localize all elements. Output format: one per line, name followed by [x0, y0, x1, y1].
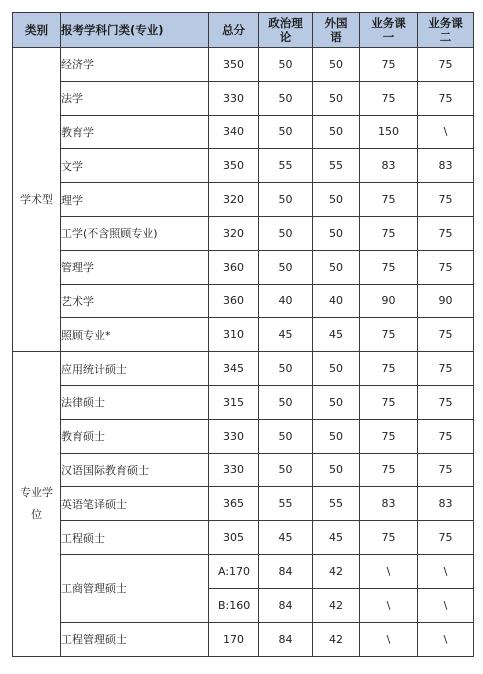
- table-row: [13, 183, 474, 217]
- politics-cell: 50: [259, 250, 313, 284]
- course2-cell: 83: [418, 149, 474, 183]
- header-course2-line1: 业务课: [428, 16, 463, 30]
- total-cell: 360: [209, 250, 259, 284]
- table-row: [13, 352, 474, 386]
- course1-cell: 90: [360, 284, 418, 318]
- foreign-cell: 50: [313, 183, 360, 217]
- course2-cell: 75: [418, 250, 474, 284]
- foreign-cell: 42: [313, 588, 360, 622]
- total-cell: 340: [209, 115, 259, 149]
- total-cell: 350: [209, 149, 259, 183]
- foreign-cell: 42: [313, 554, 360, 588]
- course2-cell: \: [418, 622, 474, 656]
- course1-cell: 75: [360, 216, 418, 250]
- politics-cell: 50: [259, 81, 313, 115]
- table-row: [13, 216, 474, 250]
- course1-cell: \: [360, 622, 418, 656]
- total-cell: 330: [209, 419, 259, 453]
- header-course1-line1: 业务课: [371, 16, 406, 30]
- foreign-cell: 50: [313, 453, 360, 487]
- total-cell: 315: [209, 385, 259, 419]
- table-row: [13, 250, 474, 284]
- group-professional-line1: 专业学: [20, 486, 53, 500]
- course1-cell: 75: [360, 352, 418, 386]
- subject-cell: 教育学: [61, 115, 209, 149]
- foreign-cell: 50: [313, 250, 360, 284]
- politics-cell: 55: [259, 487, 313, 521]
- politics-cell: 50: [259, 216, 313, 250]
- header-politics-line1: 政治理: [268, 16, 303, 30]
- total-cell-a: A:170: [209, 554, 259, 588]
- foreign-cell: 55: [313, 149, 360, 183]
- header-course1: [360, 13, 418, 48]
- politics-cell: 45: [259, 318, 313, 352]
- politics-cell: 55: [259, 149, 313, 183]
- table-row: [13, 115, 474, 149]
- course2-cell: \: [418, 554, 474, 588]
- table-row: [13, 149, 474, 183]
- foreign-cell: 50: [313, 385, 360, 419]
- politics-cell: 50: [259, 419, 313, 453]
- course2-cell: 75: [418, 81, 474, 115]
- course1-cell: 75: [360, 385, 418, 419]
- course1-cell: 75: [360, 48, 418, 82]
- table-row: [13, 419, 474, 453]
- course1-cell: 75: [360, 250, 418, 284]
- total-cell: 320: [209, 216, 259, 250]
- subject-cell-mba: 工商管理硕士: [61, 554, 209, 622]
- header-politics: [259, 13, 313, 48]
- politics-cell: 50: [259, 352, 313, 386]
- total-cell: 330: [209, 81, 259, 115]
- politics-cell: 84: [259, 622, 313, 656]
- subject-cell: 法律硕士: [61, 385, 209, 419]
- table-row: [13, 521, 474, 555]
- politics-cell: 45: [259, 521, 313, 555]
- course1-cell: 75: [360, 419, 418, 453]
- header-politics-line2: 论: [279, 30, 292, 44]
- table-row: [13, 48, 474, 82]
- course1-cell: 75: [360, 318, 418, 352]
- subject-cell: 教育硕士: [61, 419, 209, 453]
- course2-cell: 83: [418, 487, 474, 521]
- course2-cell: 75: [418, 521, 474, 555]
- subject-cell: 应用统计硕士: [61, 352, 209, 386]
- course2-cell: 75: [418, 183, 474, 217]
- politics-cell: 50: [259, 453, 313, 487]
- course1-cell: 75: [360, 453, 418, 487]
- header-course2-line2: 二: [439, 30, 452, 44]
- table-row: [13, 453, 474, 487]
- course1-cell: 75: [360, 521, 418, 555]
- course1-cell: 83: [360, 149, 418, 183]
- course1-cell: \: [360, 588, 418, 622]
- foreign-cell: 50: [313, 216, 360, 250]
- subject-cell: 经济学: [61, 48, 209, 82]
- group-academic: 学术型: [13, 48, 61, 352]
- table-row: [13, 487, 474, 521]
- subject-cell: 管理学: [61, 250, 209, 284]
- course1-cell: 75: [360, 183, 418, 217]
- course1-cell: 83: [360, 487, 418, 521]
- subject-cell: 工程管理硕士: [61, 622, 209, 656]
- course1-cell: \: [360, 554, 418, 588]
- subject-cell: 英语笔译硕士: [61, 487, 209, 521]
- total-cell: 170: [209, 622, 259, 656]
- header-course1-line2: 一: [382, 30, 395, 44]
- subject-cell: 文学: [61, 149, 209, 183]
- table-row: [13, 284, 474, 318]
- table-row: [13, 622, 474, 656]
- header-total: 总分: [209, 13, 259, 48]
- course2-cell: 75: [418, 48, 474, 82]
- header-foreign: [313, 13, 360, 48]
- total-cell: 310: [209, 318, 259, 352]
- foreign-cell: 45: [313, 318, 360, 352]
- course2-cell: \: [418, 588, 474, 622]
- subject-cell: 工学(不含照顾专业): [61, 216, 209, 250]
- politics-cell: 50: [259, 183, 313, 217]
- total-cell: 330: [209, 453, 259, 487]
- foreign-cell: 55: [313, 487, 360, 521]
- course2-cell: 75: [418, 385, 474, 419]
- subject-cell: 法学: [61, 81, 209, 115]
- politics-cell: 40: [259, 284, 313, 318]
- subject-cell: 艺术学: [61, 284, 209, 318]
- foreign-cell: 50: [313, 352, 360, 386]
- course2-cell: 75: [418, 453, 474, 487]
- course1-cell: 75: [360, 81, 418, 115]
- course2-cell: 75: [418, 216, 474, 250]
- total-cell: 360: [209, 284, 259, 318]
- politics-cell: 84: [259, 554, 313, 588]
- foreign-cell: 42: [313, 622, 360, 656]
- score-table: [12, 12, 474, 657]
- course2-cell: \: [418, 115, 474, 149]
- course1-cell: 150: [360, 115, 418, 149]
- total-cell: 305: [209, 521, 259, 555]
- course2-cell: 75: [418, 318, 474, 352]
- course2-cell: 90: [418, 284, 474, 318]
- header-course2: [418, 13, 474, 48]
- subject-cell: 理学: [61, 183, 209, 217]
- total-cell: 320: [209, 183, 259, 217]
- foreign-cell: 50: [313, 115, 360, 149]
- foreign-cell: 50: [313, 48, 360, 82]
- foreign-cell: 50: [313, 81, 360, 115]
- foreign-cell: 50: [313, 419, 360, 453]
- total-cell: 345: [209, 352, 259, 386]
- header-foreign-line1: 外国: [324, 16, 348, 30]
- group-professional: [13, 352, 61, 657]
- table-row: [13, 318, 474, 352]
- politics-cell: 50: [259, 48, 313, 82]
- header-row: [13, 13, 474, 48]
- table-row: [13, 81, 474, 115]
- foreign-cell: 40: [313, 284, 360, 318]
- politics-cell: 50: [259, 385, 313, 419]
- table-row: [13, 554, 474, 588]
- group-professional-line2: 位: [31, 508, 42, 522]
- course2-cell: 75: [418, 352, 474, 386]
- total-cell: 365: [209, 487, 259, 521]
- politics-cell: 50: [259, 115, 313, 149]
- subject-cell: 汉语国际教育硕士: [61, 453, 209, 487]
- header-category: 类别: [13, 13, 61, 48]
- subject-cell: 照顾专业*: [61, 318, 209, 352]
- total-cell-b: B:160: [209, 588, 259, 622]
- header-subject: 报考学科门类(专业): [61, 13, 209, 48]
- subject-cell: 工程硕士: [61, 521, 209, 555]
- table-row: [13, 385, 474, 419]
- total-cell: 350: [209, 48, 259, 82]
- header-foreign-line2: 语: [330, 30, 342, 44]
- course2-cell: 75: [418, 419, 474, 453]
- politics-cell: 84: [259, 588, 313, 622]
- foreign-cell: 45: [313, 521, 360, 555]
